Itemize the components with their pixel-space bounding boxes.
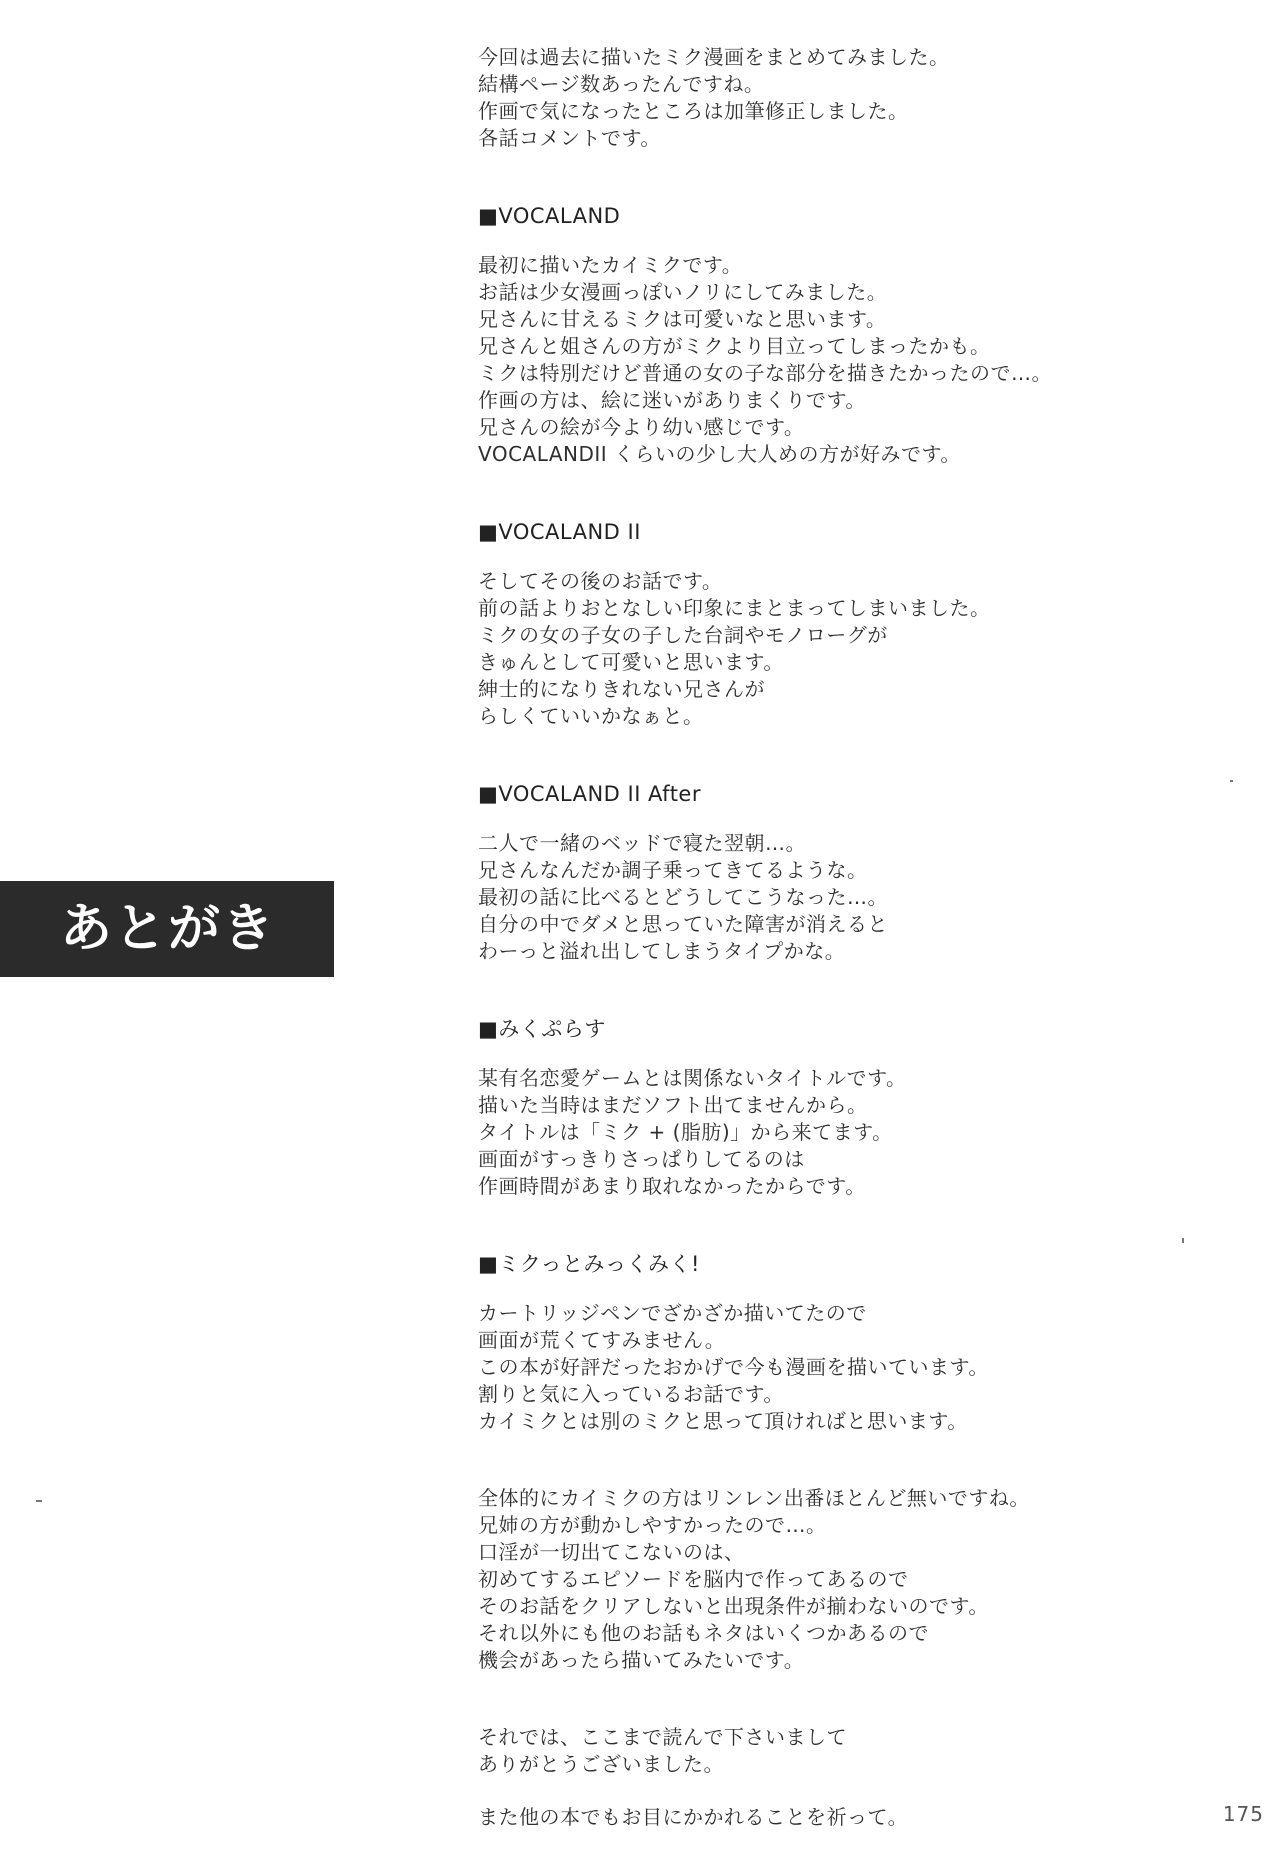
text-line: タイトルは「ミク + (脂肪)」から来てます。 bbox=[478, 1120, 893, 1144]
text-line: 割りと気に入っているお話です。 bbox=[478, 1382, 784, 1406]
text-line: らしくていいかなぁと。 bbox=[478, 704, 704, 728]
closing-paragraph-3 bbox=[478, 1804, 1238, 1831]
text-line: この本が好評だったおかげで今も漫画を描いています。 bbox=[478, 1355, 989, 1379]
text-line: 今回は過去に描いたミク漫画をまとめてみました。 bbox=[478, 45, 950, 69]
section-heading: ■VOCALAND II After bbox=[478, 782, 701, 806]
text-line: そしてその後のお話です。 bbox=[478, 569, 723, 593]
section-heading: ■ミクっとみっくみく! bbox=[478, 1252, 700, 1276]
scan-speck bbox=[1182, 1238, 1184, 1243]
text-line: 兄さんの絵が今より幼い感じです。 bbox=[478, 415, 805, 439]
text-line: 結構ページ数あったんですね。 bbox=[478, 72, 765, 96]
text-line: ミクの女の子女の子した台詞やモノローグが bbox=[478, 623, 888, 647]
text-line: カートリッジペンでざかざか描いてたので bbox=[478, 1301, 867, 1325]
text-line: 各話コメントです。 bbox=[478, 126, 661, 150]
text-line: ありがとうございました。 bbox=[478, 1752, 724, 1776]
text-line: それ以外にも他のお話もネタはいくつかあるので bbox=[478, 1621, 929, 1645]
closing-paragraph-1 bbox=[478, 1485, 1238, 1674]
text-line: 前の話よりおとなしい印象にまとまってしまいました。 bbox=[478, 596, 991, 620]
page-title: あとがき bbox=[60, 899, 277, 959]
text-line: きゅんとして可愛いと思います。 bbox=[478, 650, 784, 674]
text-line: お話は少女漫画っぽいノリにしてみました。 bbox=[478, 280, 888, 304]
text-line: また他の本でもお目にかかれることを祈って。 bbox=[478, 1805, 909, 1829]
scan-speck bbox=[1230, 780, 1233, 782]
section-mikuplus bbox=[478, 1015, 1238, 1200]
text-line: 兄さんなんだか調子乗ってきてるような。 bbox=[478, 858, 868, 882]
section-heading: ■みくぷらす bbox=[478, 1017, 606, 1041]
text-line: 作画で気になったところは加筆修正しました。 bbox=[478, 99, 909, 123]
text-line: 初めてするエピソードを脳内で作ってあるので bbox=[478, 1567, 909, 1591]
text-line: 兄さんに甘えるミクは可愛いなと思います。 bbox=[478, 307, 887, 331]
text-line: カイミクとは別のミクと思って頂ければと思います。 bbox=[478, 1409, 968, 1433]
section-vocaland-2-after bbox=[478, 780, 1238, 965]
page-number: 175 bbox=[1222, 1802, 1264, 1826]
text-line: 作画の方は、絵に迷いがありまくりです。 bbox=[478, 388, 866, 412]
section-heading: ■VOCALAND bbox=[478, 204, 621, 228]
text-line: 某有名恋愛ゲームとは関係ないタイトルです。 bbox=[478, 1066, 907, 1090]
title-band bbox=[0, 881, 334, 977]
text-line: そのお話をクリアしないと出現条件が揃わないのです。 bbox=[478, 1594, 989, 1618]
closing-paragraph-2 bbox=[478, 1724, 1238, 1778]
text-line: 作画時間があまり取れなかったからです。 bbox=[478, 1174, 866, 1198]
text-line: 描いた当時はまだソフト出てませんから。 bbox=[478, 1093, 868, 1117]
text-line: 最初に描いたカイミクです。 bbox=[478, 253, 743, 277]
text-line: それでは、ここまで読んで下さいまして bbox=[478, 1725, 847, 1749]
text-line: 機会があったら描いてみたいです。 bbox=[478, 1648, 805, 1672]
text-line: 兄さんと姐さんの方がミクより目立ってしまったかも。 bbox=[478, 334, 991, 358]
text-line: 二人で一緒のベッドで寝た翌朝…。 bbox=[478, 831, 806, 855]
text-line: 紳士的になりきれない兄さんが bbox=[478, 677, 765, 701]
section-vocaland bbox=[478, 202, 1238, 468]
text-line: わーっと溢れ出してしまうタイプかな。 bbox=[478, 939, 846, 963]
afterword-content bbox=[478, 44, 1238, 1831]
text-line: 最初の話に比べるとどうしてこうなった…。 bbox=[478, 885, 888, 909]
text-line: 画面が荒くてすみません。 bbox=[478, 1328, 726, 1352]
text-line: ミクは特別だけど普通の女の子な部分を描きたかったので…。 bbox=[478, 361, 1052, 385]
text-line: VOCALANDII くらいの少し大人めの方が好みです。 bbox=[478, 442, 961, 466]
text-line: 全体的にカイミクの方はリンレン出番ほとんど無いですね。 bbox=[478, 1486, 1030, 1510]
intro-paragraph bbox=[478, 44, 1238, 152]
text-line: 自分の中でダメと思っていた障害が消えると bbox=[478, 912, 888, 936]
section-vocaland-2 bbox=[478, 518, 1238, 730]
scan-speck bbox=[36, 1500, 42, 1502]
text-line: 口淫が一切出てこないのは、 bbox=[478, 1540, 745, 1564]
text-line: 画面がすっきりさっぱりしてるのは bbox=[478, 1147, 805, 1171]
section-heading: ■VOCALAND II bbox=[478, 520, 641, 544]
text-line: 兄姉の方が動かしやすかったので…。 bbox=[478, 1513, 827, 1537]
section-mikutto-mikkumiku bbox=[478, 1250, 1238, 1435]
